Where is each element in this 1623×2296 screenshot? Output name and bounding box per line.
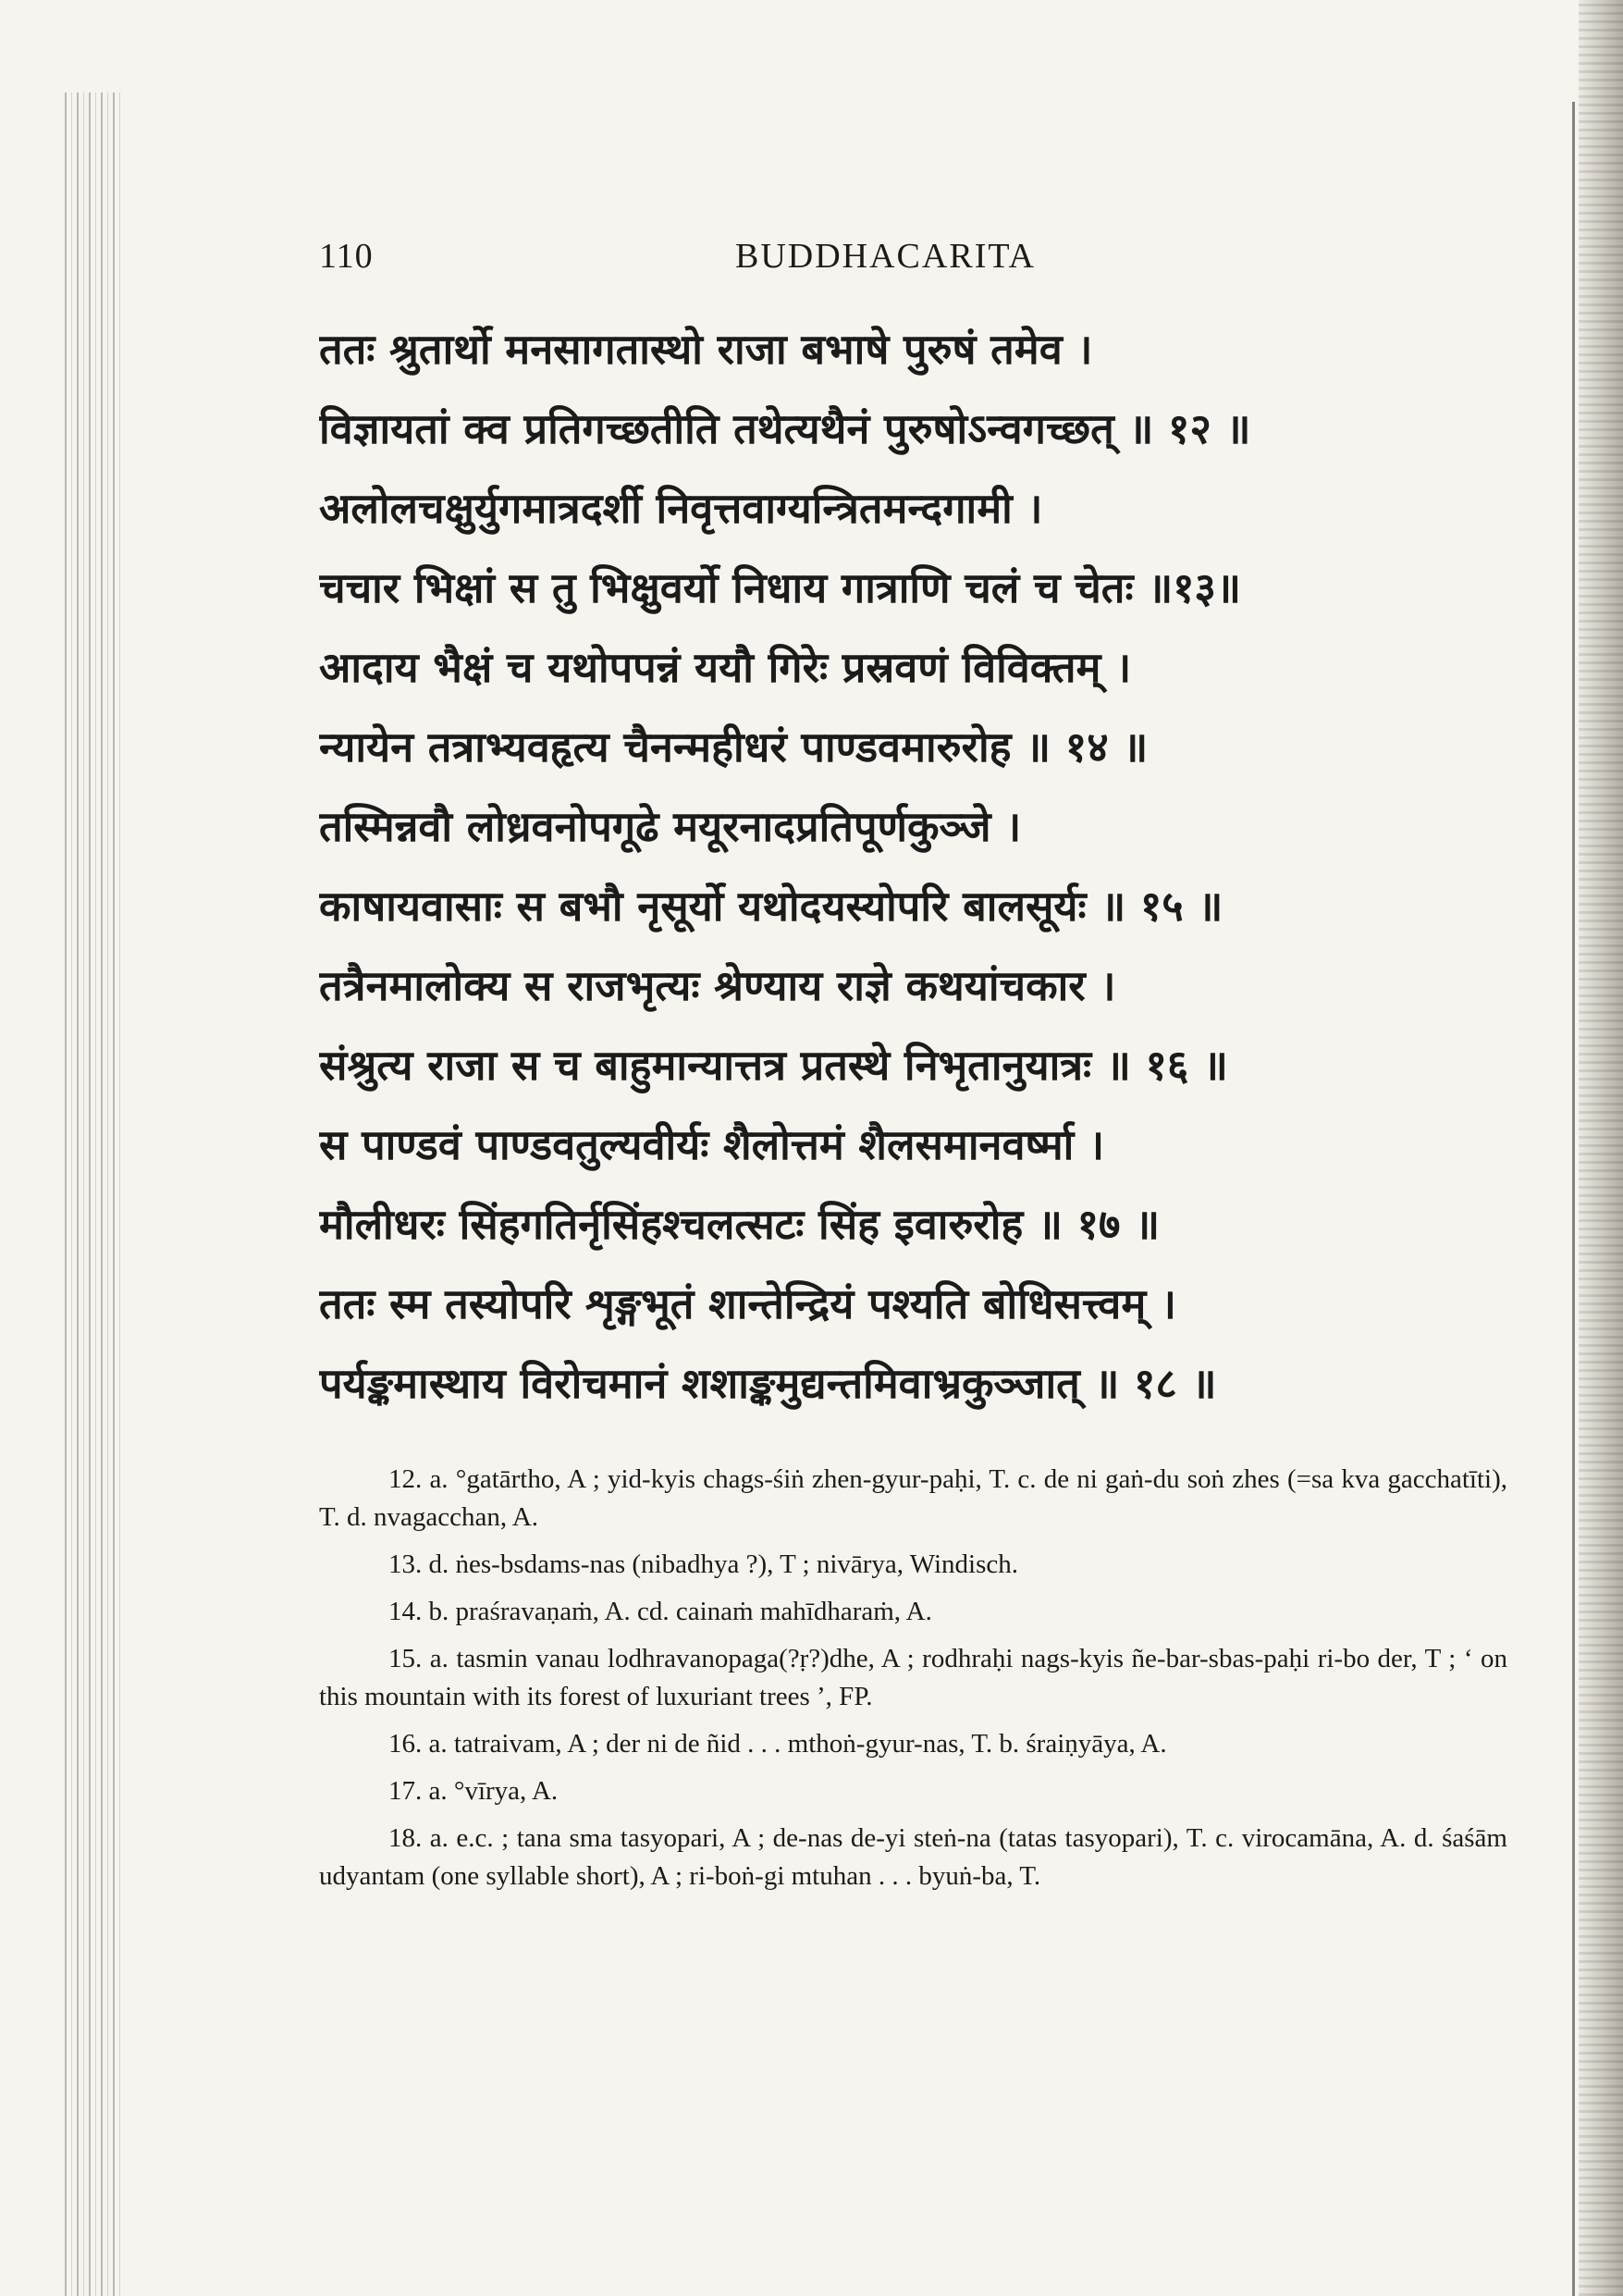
verse-17b: मौलीधरः सिंहगतिर्नृसिंहश्चलत्सटः सिंह इवारुरोह ॥ १७ ॥ — [319, 1200, 1161, 1249]
sanskrit-verses — [319, 310, 1507, 1424]
note-14: 14. b. praśravaṇaṁ, A. cd. cainaṁ mahīdharaṁ, A. — [388, 1597, 932, 1626]
verse-14b: न्यायेन तत्राभ्यवहृत्य चैनन्महीधरं पाण्डवमारुरोह ॥ १४ ॥ — [319, 722, 1149, 772]
verse-15a: तस्मिन्नवौ लोध्रवनोपगूढे मयूरनादप्रतिपूर्णकुञ्जे । — [319, 802, 1022, 851]
note-15: 15. a. tasmin vanau lodhravanopaga(?ṛ?)dhe, A ; rodhraḥi nags-kyis ñe-bar-sbas-paḥi ri-bo der, T ; ‘ on this mountain with its forest of luxuriant trees ’, FP. — [319, 1644, 1507, 1711]
page-number: 110 — [319, 237, 374, 276]
verse-12a: ततः श्रुतार्थो मनसागतास्थो राजा बभाषे पुरुषं तमेव । — [319, 325, 1093, 374]
running-head — [319, 236, 1507, 282]
verse-15b: काषायवासाः स बभौ नृसूर्यो यथोदयस्योपरि बालसूर्यः ॥ १५ ॥ — [319, 882, 1223, 931]
note-13: 13. d. ṅes-bsdams-nas (nibadhya ?), T ; nivārya, Windisch. — [388, 1549, 1019, 1579]
note-16: 16. a. tatraivam, A ; der ni de ñid . . . mthoṅ-gyur-nas, T. b. śraiṇyāya, A. — [388, 1729, 1167, 1759]
page-edge-line — [1572, 102, 1575, 2296]
verse-13b: चचार भिक्षां स तु भिक्षुवर्यो निधाय गात्राणि चलं च चेतः ॥१३॥ — [319, 563, 1241, 612]
verse-18b: पर्यङ्कमास्थाय विरोचमानं शशाङ्कमुद्यन्तमिवाभ्रकुञ्जात् ॥ १८ ॥ — [319, 1359, 1217, 1408]
verse-12b: विज्ञायतां क्व प्रतिगच्छतीति तथेत्यथैनं पुरुषोऽन्वगच्छत् ॥ १२ ॥ — [319, 404, 1251, 453]
book-title: BUDDHACARITA — [735, 237, 1036, 276]
verse-16a: तत्रैनमालोक्य स राजभृत्यः श्रेण्याय राज्ञे कथयांचकार । — [319, 961, 1116, 1010]
verse-18a: ततः स्म तस्योपरि शृङ्गभूतं शान्तेन्द्रियं पश्यति बोधिसत्त्वम् । — [319, 1279, 1176, 1328]
verse-17a: स पाण्डवं पाण्डवतुल्यवीर्यः शैलोत्तमं शैलसमानवर्ष्मा । — [319, 1120, 1105, 1169]
page-edge — [1579, 0, 1623, 2296]
book-page — [319, 236, 1507, 1905]
verse-16b: संश्रुत्य राजा स च बाहुमान्यात्तत्र प्रतस्थे निभृतानुयात्रः ॥ १६ ॥ — [319, 1041, 1228, 1090]
note-18: 18. a. e.c. ; tana sma tasyopari, A ; de-nas de-yi steṅ-na (tatas tasyopari), T. c. virocamāna, A. d. śaśām udyantam (one syllable short), A ; ri-boṅ-gi mtuhan . . . byuṅ-ba, T. — [319, 1823, 1507, 1891]
verse-14a: आदाय भैक्षं च यथोपपन्नं ययौ गिरेः प्रस्रवणं विविक्तम् । — [319, 643, 1132, 692]
verse-13a: अलोलचक्षुर्युगमात्रदर्शी निवृत्तवाग्यन्त्रितमन्दगामी । — [319, 484, 1043, 533]
note-12: 12. a. °gatārtho, A ; yid-kyis chags-śiṅ zhen-gyur-paḥi, T. c. de ni gaṅ-du soṅ zhes (=sa kva gacchatīti), T. d. nvagacchan, A. — [319, 1464, 1507, 1532]
critical-notes — [319, 1461, 1507, 1895]
note-17: 17. a. °vīrya, A. — [388, 1776, 559, 1806]
book-gutter — [65, 93, 122, 2296]
